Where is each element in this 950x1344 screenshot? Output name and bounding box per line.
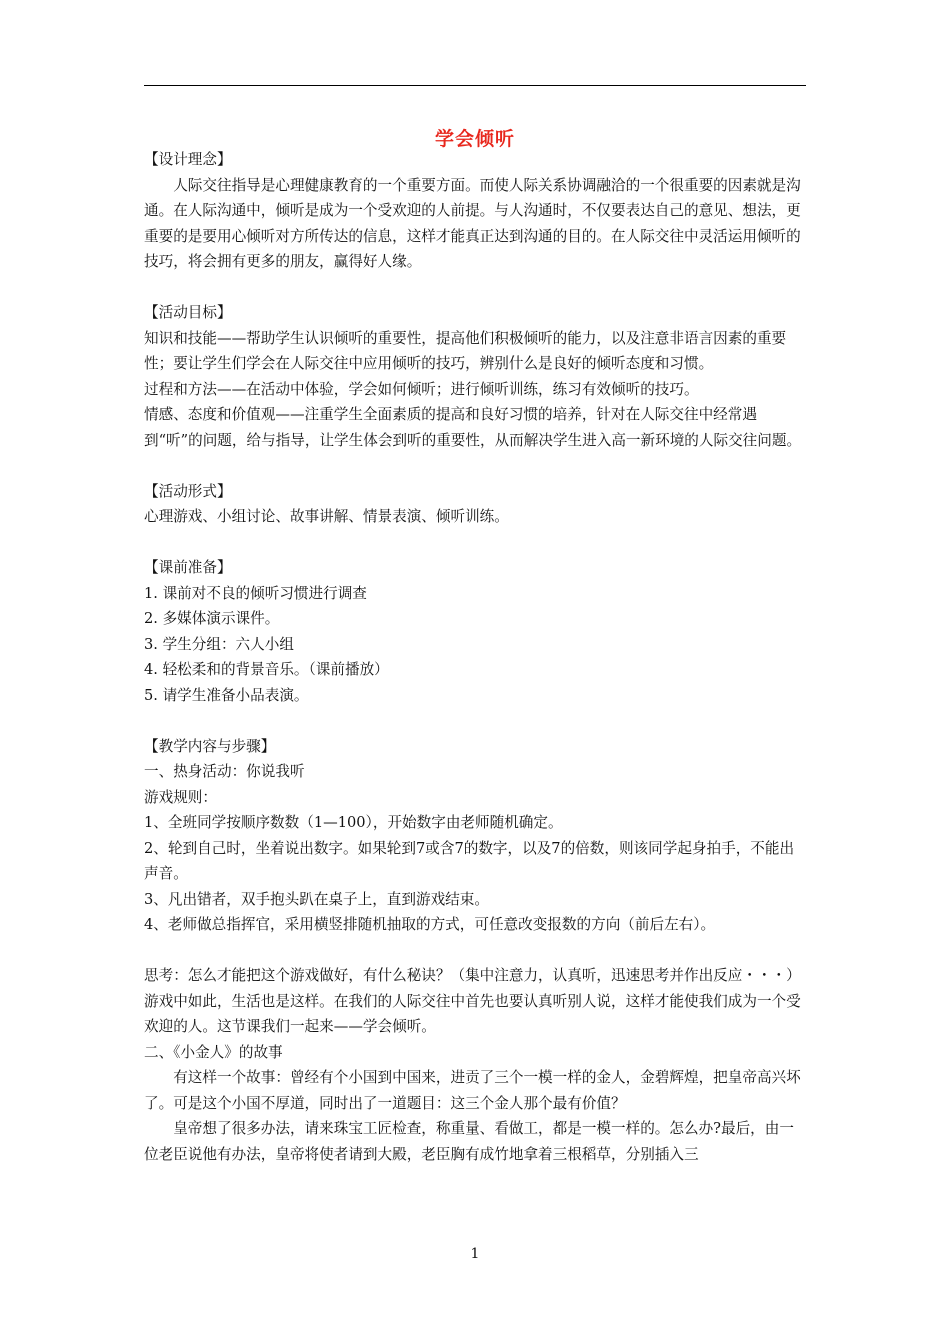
section-heading-prep: 【课前准备】 xyxy=(144,559,232,576)
prep-item: 4. 轻松柔和的背景音乐。（课前播放） xyxy=(144,661,389,678)
document-body xyxy=(144,147,808,1167)
design-paragraph: 人际交往指导是心理健康教育的一个重要方面。而使人际关系协调融洽的一个很重要的因素就是沟通。在人际沟通中，倾听是成为一个受欢迎的人前提。与人沟通时，不仅要表达自己的意见、想法，更重要的是要用心倾听对方所传达的信息，这样才能真正达到沟通的目的。在人际交往中灵活运用倾听的技巧，将会拥有更多的朋友，赢得好人缘。 xyxy=(144,176,801,270)
rule-item: 3、凡出错者，双手抱头趴在桌子上，直到游戏结束。 xyxy=(144,890,489,908)
prep-item: 5. 请学生准备小品表演。 xyxy=(144,686,309,704)
document-title: 学会倾听 xyxy=(434,128,515,150)
section-heading-design: 【设计理念】 xyxy=(144,151,232,168)
part1-title: 一、热身活动：你说我听 xyxy=(144,763,305,780)
think-paragraph: 思考：怎么才能把这个游戏做好，有什么秘诀？（集中注意力，认真听，迅速思考并作出反应・・・） xyxy=(144,967,801,984)
section-heading-form: 【活动形式】 xyxy=(144,482,232,500)
rule-item: 2、轮到自己时，坐着说出数字。如果轮到7或含7的数字，以及7的倍数，则该同学起身拍手，不能出声音。 xyxy=(144,839,795,882)
spacer xyxy=(144,530,808,556)
goal-item: 情感、态度和价值观——注重学生全面素质的提高和良好习惯的培养，针对在人际交往中经常遇到“听”的问题，给与指导，让学生体会到听的重要性，从而解决学生进入高一新环境的人际交往问题。 xyxy=(144,406,802,449)
form-text: 心理游戏、小组讨论、故事讲解、情景表演、倾听训练。 xyxy=(144,508,509,525)
rule-item: 4、老师做总指挥官，采用横竖排随机抽取的方式，可任意改变报数的方向（前后左右）。 xyxy=(144,916,716,933)
goal-item: 过程和方法——在活动中体验，学会如何倾听；进行倾听训练，练习有效倾听的技巧。 xyxy=(144,380,699,398)
section-heading-goals: 【活动目标】 xyxy=(144,304,232,321)
spacer xyxy=(144,708,808,734)
page-number: 1 xyxy=(470,1246,480,1262)
prep-item: 1. 课前对不良的倾听习惯进行调查 xyxy=(144,584,367,602)
spacer xyxy=(144,275,808,301)
section-heading-steps: 【教学内容与步骤】 xyxy=(144,737,276,755)
rule-item: 1、全班同学按顺序数数（1—100），开始数字由老师随机确定。 xyxy=(144,814,563,831)
part2-title: 二、《小金人》的故事 xyxy=(144,1043,283,1061)
story-paragraph: 皇帝想了很多办法，请来珠宝工匠检查，称重量、看做工，都是一模一样的。怎么办?最后，由一位老臣说他有办法，皇帝将使者请到大殿，老臣胸有成竹地拿着三根稻草，分别插入三 xyxy=(144,1120,794,1163)
prep-item: 2. 多媒体演示课件。 xyxy=(144,610,280,627)
prep-item: 3. 学生分组：六人小组 xyxy=(144,635,294,653)
spacer xyxy=(144,938,808,964)
header-rule xyxy=(144,85,806,86)
story-paragraph: 有这样一个故事：曾经有个小国到中国来，进贡了三个一模一样的金人，金碧辉煌，把皇帝高兴坏了。可是这个小国不厚道，同时出了一道题目：这三个金人那个最有价值？ xyxy=(144,1069,801,1112)
spacer xyxy=(144,453,808,479)
goal-item: 知识和技能——帮助学生认识倾听的重要性，提高他们积极倾听的能力，以及注意非语言因素的重要性；要让学生们学会在人际交往中应用倾听的技巧，辨别什么是良好的倾听态度和习惯。 xyxy=(144,329,787,372)
rules-title: 游戏规则： xyxy=(144,788,217,806)
life-paragraph: 游戏中如此，生活也是这样。在我们的人际交往中首先也要认真听别人说，这样才能使我们成为一个受欢迎的人。这节课我们一起来——学会倾听。 xyxy=(144,992,801,1035)
